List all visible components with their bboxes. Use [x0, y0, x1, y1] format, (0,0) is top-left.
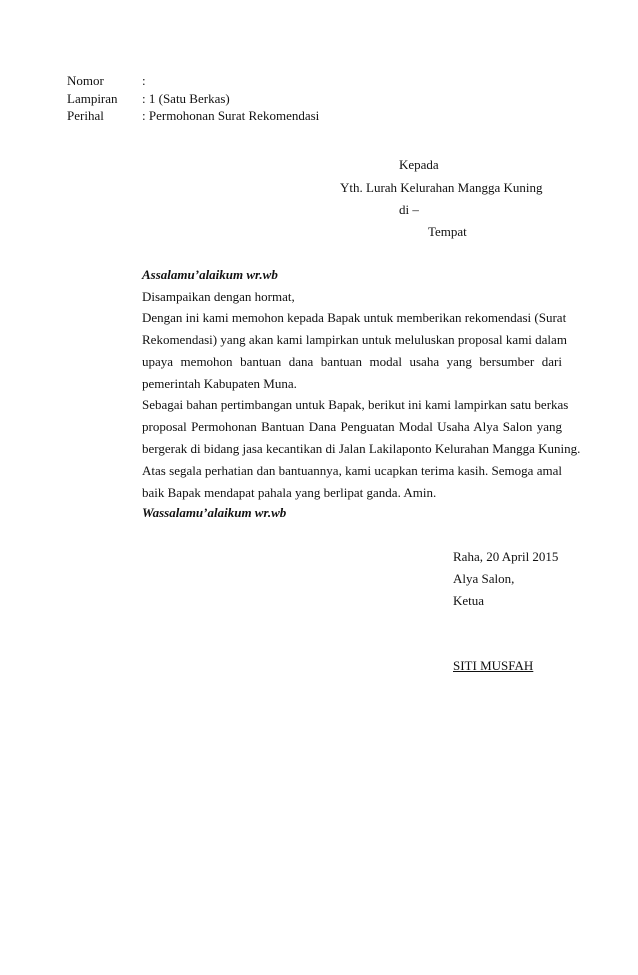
place-date: Raha, 20 April 2015 [453, 549, 559, 564]
paragraph-1-line-1: Dengan ini kami memohon kepada Bapak untuk memberikan rekomendasi (Surat [142, 310, 567, 325]
paragraph-2-line-2: proposal Permohonan Bantuan Dana Penguatan Modal Usaha Alya Salon yang [142, 419, 562, 434]
recipient-di: di – [399, 202, 419, 217]
nomor-label: Nomor [67, 73, 104, 88]
paragraph-3-line-1: Atas segala perhatian dan bantuannya, kami ucapkan terima kasih. Semoga amal [142, 463, 562, 478]
paragraph-1-line-2: Rekomendasi) yang akan kami lampirkan untuk meluluskan proposal kami dalam [142, 332, 567, 347]
signer-title: Ketua [453, 593, 485, 608]
signer-name: SITI MUSFAH [453, 658, 534, 673]
recipient-kepada: Kepada [399, 157, 439, 172]
paragraph-2-line-1: Sebagai bahan pertimbangan untuk Bapak, berikut ini kami lampirkan satu berkas [142, 397, 569, 412]
organization: Alya Salon, [453, 571, 515, 586]
closing-greeting: Wassalamu’alaikum wr.wb [142, 505, 287, 520]
paragraph-2-line-3: bergerak di bidang jasa kecantikan di Jalan Lakilaponto Kelurahan Mangga Kuning. [142, 441, 581, 456]
recipient-tempat: Tempat [428, 224, 467, 239]
lampiran-label: Lampiran [67, 91, 118, 106]
paragraph-1-line-4: pemerintah Kabupaten Muna. [142, 376, 297, 391]
perihal-label: Perihal [67, 108, 104, 123]
paragraph-3-line-2: baik Bapak mendapat pahala yang berlipat ganda. Amin. [142, 485, 437, 500]
lampiran-value: : 1 (Satu Berkas) [142, 91, 230, 106]
nomor-value: : [142, 73, 146, 88]
perihal-value: : Permohonan Surat Rekomendasi [142, 108, 320, 123]
paragraph-1-line-3: upaya memohon bantuan dana bantuan modal usaha yang bersumber dari [142, 354, 562, 369]
recipient-yth: Yth. Lurah Kelurahan Mangga Kuning [340, 180, 543, 195]
opening-line: Disampaikan dengan hormat, [142, 289, 295, 304]
greeting: Assalamu’alaikum wr.wb [142, 267, 278, 282]
